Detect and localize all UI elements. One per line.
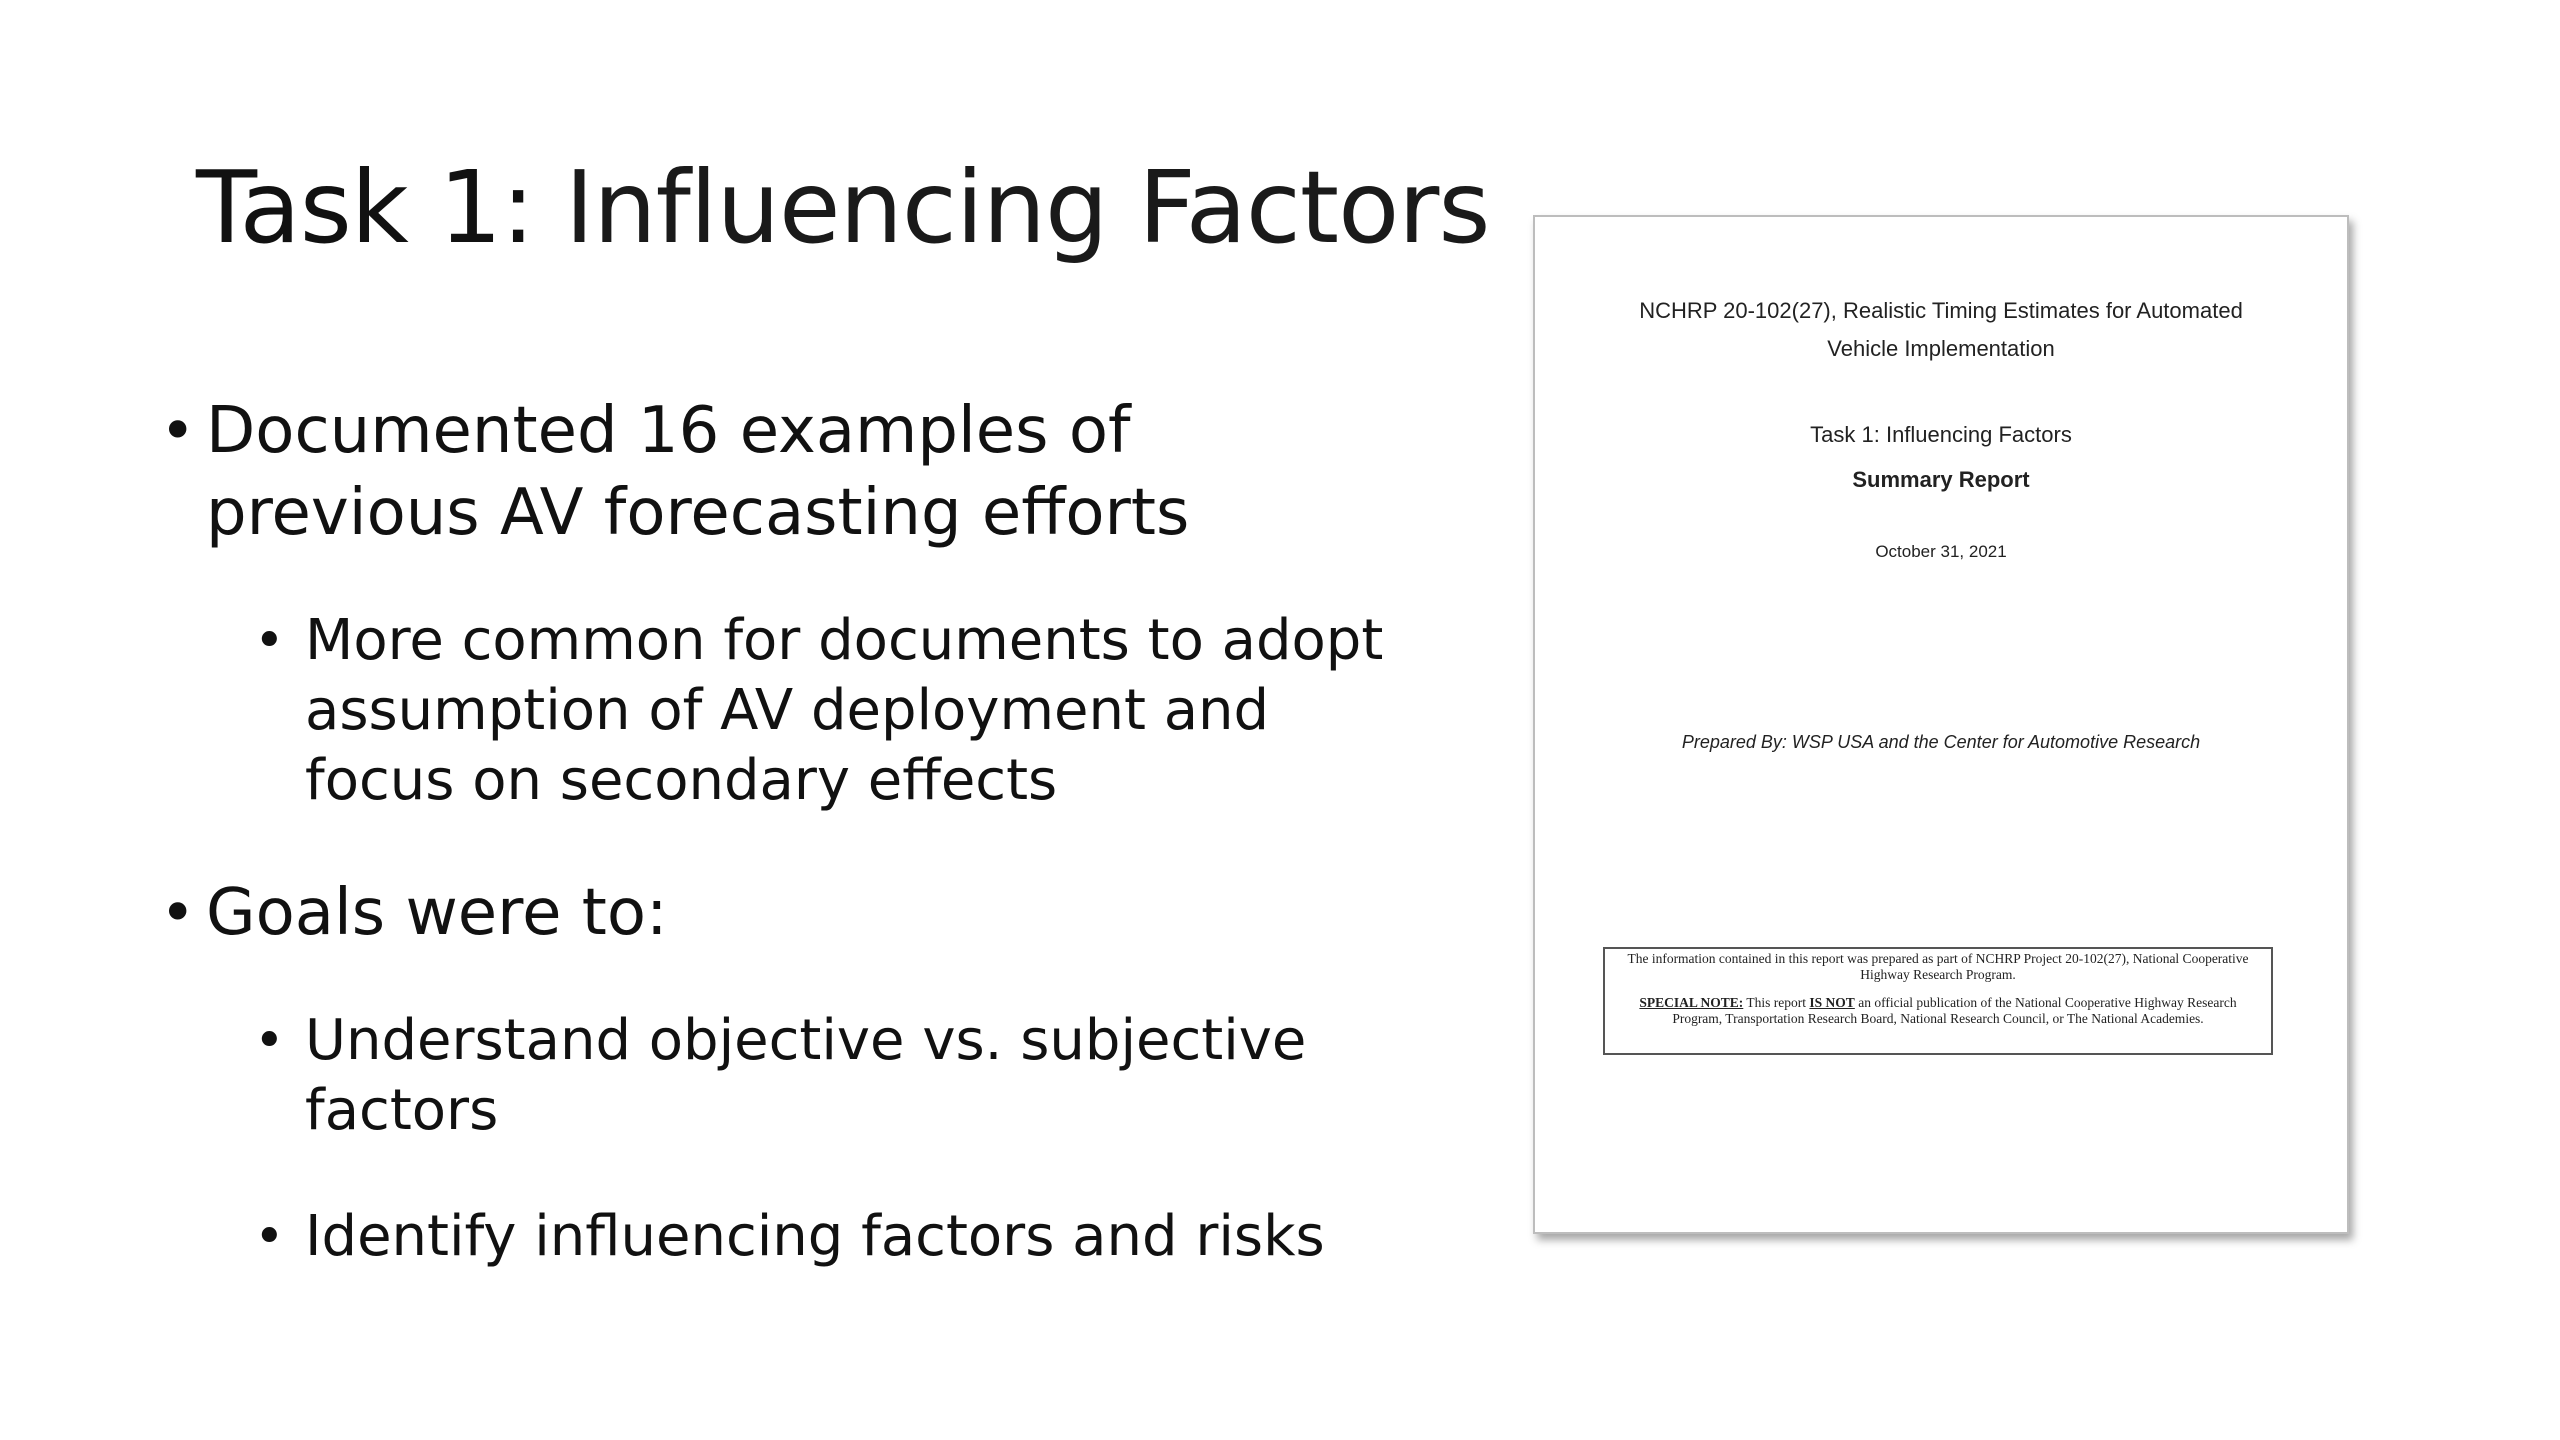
bullet-text: Understand objective vs. subjective factors xyxy=(305,1008,1307,1143)
notice-is-not: IS NOT xyxy=(1809,995,1855,1010)
notice-paragraph-2 xyxy=(1619,995,2257,1027)
report-date: October 31, 2021 xyxy=(1875,542,2007,561)
report-notice-box xyxy=(1603,947,2273,1055)
bullet-text: Documented 16 examples of previous AV forecasting efforts xyxy=(206,394,1190,550)
bullet-dot: • xyxy=(254,1207,285,1267)
report-task: Task 1: Influencing Factors xyxy=(1810,422,2072,447)
slide-title xyxy=(196,148,1489,268)
slide-title-bold: Task 1: xyxy=(196,149,534,266)
bullet-text: Identify influencing factors and risks xyxy=(305,1204,1325,1269)
report-summary-title: Summary Report xyxy=(1852,467,2030,492)
bullet-text: More common for documents to adopt assumption of AV deployment and focus on secondary effects xyxy=(305,608,1384,813)
report-header: NCHRP 20-102(27), Realistic Timing Estimates for Automated Vehicle Implementation xyxy=(1639,298,2243,361)
sub-bullet-item xyxy=(150,1202,1410,1272)
special-note-label: SPECIAL NOTE: xyxy=(1639,995,1744,1010)
bullet-list xyxy=(150,390,1410,1328)
bullet-dot: • xyxy=(254,1011,285,1071)
bullet-dot: • xyxy=(160,878,196,948)
sub-bullet-item xyxy=(150,1006,1410,1146)
bullet-item xyxy=(150,390,1410,554)
notice-text-pre: This report xyxy=(1743,995,1810,1010)
report-cover-thumbnail xyxy=(1533,215,2349,1234)
bullet-dot: • xyxy=(160,396,196,466)
bullet-dot: • xyxy=(254,611,285,671)
bullet-text: Goals were to: xyxy=(206,876,668,950)
report-prepared-by: Prepared By: WSP USA and the Center for Automotive Research xyxy=(1681,732,2201,752)
notice-paragraph-1: The information contained in this report was prepared as part of NCHRP Project 20-102(27), National Cooperative Highway Research Program. xyxy=(1627,951,2249,982)
slide-title-rest: Influencing Factors xyxy=(533,149,1490,266)
notice-text-post: an official publication of the National Cooperative Highway Research Program, Transportation Research Board, National Research Council, or The National Academies. xyxy=(1672,995,2237,1026)
bullet-item xyxy=(150,872,1410,954)
sub-bullet-item xyxy=(150,606,1410,816)
